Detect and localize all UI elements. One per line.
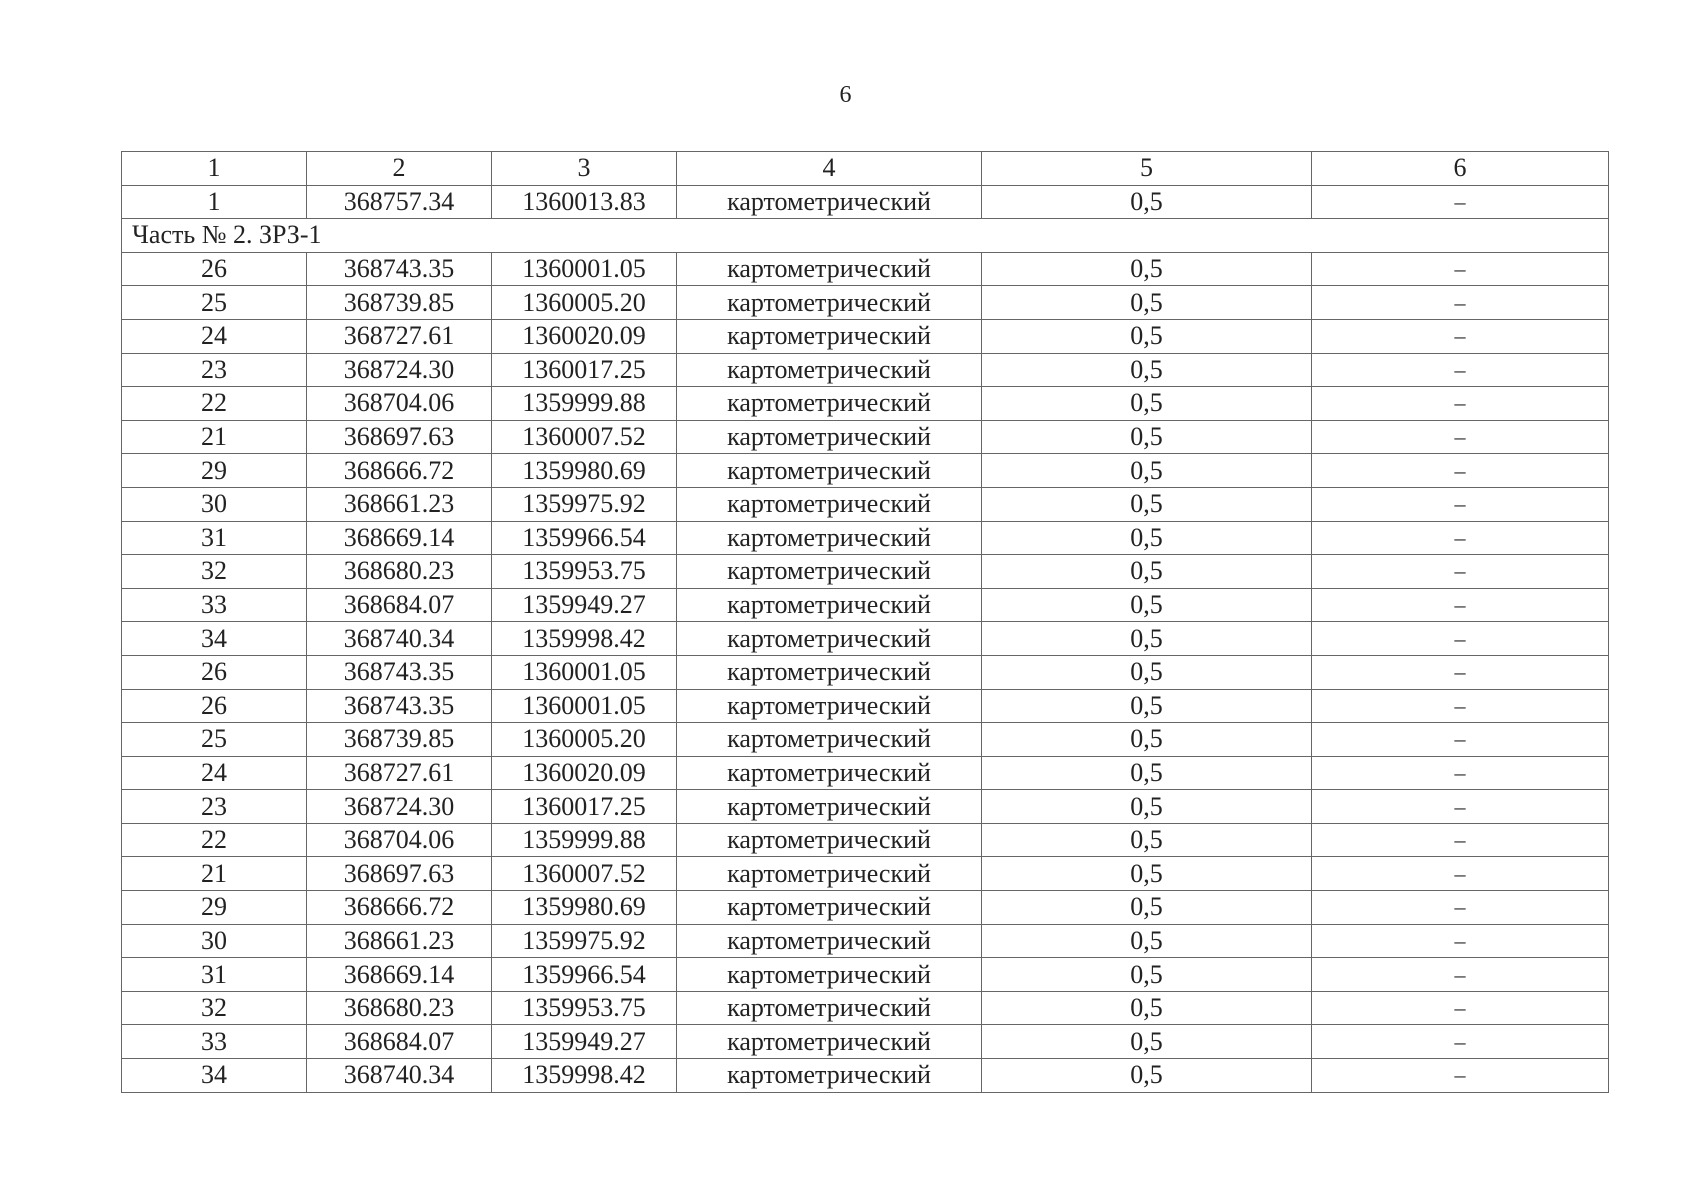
x-coordinate-cell: 368740.34 bbox=[307, 1059, 492, 1093]
y-coordinate-cell: 1360013.83 bbox=[492, 185, 677, 219]
y-coordinate-cell: 1359949.27 bbox=[492, 588, 677, 622]
method-cell: картометрический bbox=[677, 723, 982, 757]
column-number-5: 5 bbox=[982, 152, 1312, 186]
note-cell: – bbox=[1312, 521, 1609, 555]
point-number-cell: 34 bbox=[122, 1059, 307, 1093]
x-coordinate-cell: 368680.23 bbox=[307, 555, 492, 589]
point-number-cell: 21 bbox=[122, 420, 307, 454]
x-coordinate-cell: 368669.14 bbox=[307, 521, 492, 555]
method-cell: картометрический bbox=[677, 286, 982, 320]
point-number-cell: 26 bbox=[122, 655, 307, 689]
y-coordinate-cell: 1359953.75 bbox=[492, 991, 677, 1025]
accuracy-cell: 0,5 bbox=[982, 555, 1312, 589]
table-row bbox=[122, 1025, 1609, 1059]
method-cell: картометрический bbox=[677, 655, 982, 689]
note-cell: – bbox=[1312, 991, 1609, 1025]
note-cell: – bbox=[1312, 857, 1609, 891]
point-number-cell: 34 bbox=[122, 622, 307, 656]
table-row bbox=[122, 790, 1609, 824]
table-row bbox=[122, 185, 1609, 219]
table-row bbox=[122, 891, 1609, 925]
method-cell: картометрический bbox=[677, 689, 982, 723]
accuracy-cell: 0,5 bbox=[982, 924, 1312, 958]
y-coordinate-cell: 1359999.88 bbox=[492, 387, 677, 421]
method-cell: картометрический bbox=[677, 555, 982, 589]
method-cell: картометрический bbox=[677, 487, 982, 521]
y-coordinate-cell: 1360001.05 bbox=[492, 252, 677, 286]
note-cell: – bbox=[1312, 319, 1609, 353]
y-coordinate-cell: 1359975.92 bbox=[492, 487, 677, 521]
x-coordinate-cell: 368739.85 bbox=[307, 723, 492, 757]
y-coordinate-cell: 1360005.20 bbox=[492, 286, 677, 320]
table-row bbox=[122, 1059, 1609, 1093]
table-row bbox=[122, 252, 1609, 286]
accuracy-cell: 0,5 bbox=[982, 286, 1312, 320]
note-cell: – bbox=[1312, 487, 1609, 521]
point-number-cell: 31 bbox=[122, 958, 307, 992]
note-cell: – bbox=[1312, 387, 1609, 421]
point-number-cell: 23 bbox=[122, 790, 307, 824]
section-row bbox=[122, 219, 1609, 253]
x-coordinate-cell: 368724.30 bbox=[307, 790, 492, 824]
accuracy-cell: 0,5 bbox=[982, 823, 1312, 857]
point-number-cell: 24 bbox=[122, 756, 307, 790]
note-cell: – bbox=[1312, 655, 1609, 689]
y-coordinate-cell: 1359953.75 bbox=[492, 555, 677, 589]
x-coordinate-cell: 368661.23 bbox=[307, 924, 492, 958]
point-number-cell: 22 bbox=[122, 387, 307, 421]
x-coordinate-cell: 368680.23 bbox=[307, 991, 492, 1025]
note-cell: – bbox=[1312, 588, 1609, 622]
point-number-cell: 29 bbox=[122, 454, 307, 488]
y-coordinate-cell: 1360001.05 bbox=[492, 689, 677, 723]
table-body bbox=[122, 152, 1609, 1093]
x-coordinate-cell: 368704.06 bbox=[307, 823, 492, 857]
y-coordinate-cell: 1360020.09 bbox=[492, 756, 677, 790]
table-row bbox=[122, 319, 1609, 353]
y-coordinate-cell: 1359966.54 bbox=[492, 958, 677, 992]
table-row bbox=[122, 958, 1609, 992]
point-number-cell: 32 bbox=[122, 991, 307, 1025]
point-number-cell: 26 bbox=[122, 252, 307, 286]
note-cell: – bbox=[1312, 420, 1609, 454]
table-row bbox=[122, 857, 1609, 891]
method-cell: картометрический bbox=[677, 991, 982, 1025]
accuracy-cell: 0,5 bbox=[982, 353, 1312, 387]
y-coordinate-cell: 1359980.69 bbox=[492, 454, 677, 488]
accuracy-cell: 0,5 bbox=[982, 857, 1312, 891]
table-row bbox=[122, 286, 1609, 320]
note-cell: – bbox=[1312, 689, 1609, 723]
table-row bbox=[122, 756, 1609, 790]
note-cell: – bbox=[1312, 790, 1609, 824]
note-cell: – bbox=[1312, 756, 1609, 790]
table-row bbox=[122, 723, 1609, 757]
method-cell: картометрический bbox=[677, 823, 982, 857]
accuracy-cell: 0,5 bbox=[982, 723, 1312, 757]
accuracy-cell: 0,5 bbox=[982, 521, 1312, 555]
method-cell: картометрический bbox=[677, 790, 982, 824]
method-cell: картометрический bbox=[677, 857, 982, 891]
point-number-cell: 22 bbox=[122, 823, 307, 857]
y-coordinate-cell: 1359966.54 bbox=[492, 521, 677, 555]
y-coordinate-cell: 1359999.88 bbox=[492, 823, 677, 857]
accuracy-cell: 0,5 bbox=[982, 756, 1312, 790]
note-cell: – bbox=[1312, 353, 1609, 387]
table-row bbox=[122, 487, 1609, 521]
method-cell: картометрический bbox=[677, 958, 982, 992]
x-coordinate-cell: 368684.07 bbox=[307, 588, 492, 622]
y-coordinate-cell: 1359998.42 bbox=[492, 1059, 677, 1093]
column-number-3: 3 bbox=[492, 152, 677, 186]
note-cell: – bbox=[1312, 454, 1609, 488]
table-row bbox=[122, 454, 1609, 488]
point-number-cell: 25 bbox=[122, 286, 307, 320]
accuracy-cell: 0,5 bbox=[982, 588, 1312, 622]
method-cell: картометрический bbox=[677, 454, 982, 488]
x-coordinate-cell: 368743.35 bbox=[307, 689, 492, 723]
table-row bbox=[122, 521, 1609, 555]
accuracy-cell: 0,5 bbox=[982, 319, 1312, 353]
x-coordinate-cell: 368727.61 bbox=[307, 756, 492, 790]
y-coordinate-cell: 1360007.52 bbox=[492, 857, 677, 891]
note-cell: – bbox=[1312, 622, 1609, 656]
note-cell: – bbox=[1312, 723, 1609, 757]
method-cell: картометрический bbox=[677, 756, 982, 790]
coordinates-table bbox=[121, 151, 1609, 1093]
x-coordinate-cell: 368739.85 bbox=[307, 286, 492, 320]
method-cell: картометрический bbox=[677, 1025, 982, 1059]
method-cell: картометрический bbox=[677, 353, 982, 387]
method-cell: картометрический bbox=[677, 420, 982, 454]
accuracy-cell: 0,5 bbox=[982, 958, 1312, 992]
column-number-2: 2 bbox=[307, 152, 492, 186]
table-header-row bbox=[122, 152, 1609, 186]
note-cell: – bbox=[1312, 1059, 1609, 1093]
method-cell: картометрический bbox=[677, 252, 982, 286]
column-number-1: 1 bbox=[122, 152, 307, 186]
accuracy-cell: 0,5 bbox=[982, 487, 1312, 521]
table-row bbox=[122, 622, 1609, 656]
method-cell: картометрический bbox=[677, 588, 982, 622]
x-coordinate-cell: 368669.14 bbox=[307, 958, 492, 992]
page-number: 6 bbox=[839, 82, 852, 108]
x-coordinate-cell: 368697.63 bbox=[307, 420, 492, 454]
accuracy-cell: 0,5 bbox=[982, 420, 1312, 454]
note-cell: – bbox=[1312, 252, 1609, 286]
point-number-cell: 31 bbox=[122, 521, 307, 555]
note-cell: – bbox=[1312, 823, 1609, 857]
x-coordinate-cell: 368757.34 bbox=[307, 185, 492, 219]
accuracy-cell: 0,5 bbox=[982, 790, 1312, 824]
point-number-cell: 33 bbox=[122, 588, 307, 622]
table-row bbox=[122, 387, 1609, 421]
x-coordinate-cell: 368661.23 bbox=[307, 487, 492, 521]
table-row bbox=[122, 655, 1609, 689]
x-coordinate-cell: 368743.35 bbox=[307, 252, 492, 286]
table-row bbox=[122, 991, 1609, 1025]
method-cell: картометрический bbox=[677, 319, 982, 353]
note-cell: – bbox=[1312, 958, 1609, 992]
point-number-cell: 30 bbox=[122, 487, 307, 521]
accuracy-cell: 0,5 bbox=[982, 1025, 1312, 1059]
accuracy-cell: 0,5 bbox=[982, 387, 1312, 421]
table-row bbox=[122, 420, 1609, 454]
column-number-4: 4 bbox=[677, 152, 982, 186]
y-coordinate-cell: 1360001.05 bbox=[492, 655, 677, 689]
point-number-cell: 33 bbox=[122, 1025, 307, 1059]
accuracy-cell: 0,5 bbox=[982, 655, 1312, 689]
point-number-cell: 23 bbox=[122, 353, 307, 387]
x-coordinate-cell: 368684.07 bbox=[307, 1025, 492, 1059]
note-cell: – bbox=[1312, 185, 1609, 219]
point-number-cell: 24 bbox=[122, 319, 307, 353]
x-coordinate-cell: 368727.61 bbox=[307, 319, 492, 353]
table-row bbox=[122, 924, 1609, 958]
x-coordinate-cell: 368724.30 bbox=[307, 353, 492, 387]
y-coordinate-cell: 1360020.09 bbox=[492, 319, 677, 353]
point-number-cell: 26 bbox=[122, 689, 307, 723]
accuracy-cell: 0,5 bbox=[982, 454, 1312, 488]
y-coordinate-cell: 1359998.42 bbox=[492, 622, 677, 656]
table-row bbox=[122, 689, 1609, 723]
x-coordinate-cell: 368666.72 bbox=[307, 454, 492, 488]
point-number-cell: 30 bbox=[122, 924, 307, 958]
y-coordinate-cell: 1360005.20 bbox=[492, 723, 677, 757]
table-row bbox=[122, 353, 1609, 387]
method-cell: картометрический bbox=[677, 521, 982, 555]
method-cell: картометрический bbox=[677, 622, 982, 656]
point-number-cell: 1 bbox=[122, 185, 307, 219]
point-number-cell: 29 bbox=[122, 891, 307, 925]
x-coordinate-cell: 368697.63 bbox=[307, 857, 492, 891]
point-number-cell: 25 bbox=[122, 723, 307, 757]
accuracy-cell: 0,5 bbox=[982, 185, 1312, 219]
accuracy-cell: 0,5 bbox=[982, 689, 1312, 723]
method-cell: картометрический bbox=[677, 924, 982, 958]
section-title: Часть № 2. ЗРЗ-1 bbox=[122, 219, 1609, 253]
x-coordinate-cell: 368666.72 bbox=[307, 891, 492, 925]
note-cell: – bbox=[1312, 924, 1609, 958]
note-cell: – bbox=[1312, 555, 1609, 589]
accuracy-cell: 0,5 bbox=[982, 252, 1312, 286]
table-row bbox=[122, 588, 1609, 622]
y-coordinate-cell: 1360007.52 bbox=[492, 420, 677, 454]
y-coordinate-cell: 1359980.69 bbox=[492, 891, 677, 925]
note-cell: – bbox=[1312, 286, 1609, 320]
method-cell: картометрический bbox=[677, 1059, 982, 1093]
table-row bbox=[122, 555, 1609, 589]
point-number-cell: 32 bbox=[122, 555, 307, 589]
x-coordinate-cell: 368740.34 bbox=[307, 622, 492, 656]
point-number-cell: 21 bbox=[122, 857, 307, 891]
accuracy-cell: 0,5 bbox=[982, 622, 1312, 656]
y-coordinate-cell: 1360017.25 bbox=[492, 353, 677, 387]
accuracy-cell: 0,5 bbox=[982, 1059, 1312, 1093]
note-cell: – bbox=[1312, 891, 1609, 925]
y-coordinate-cell: 1360017.25 bbox=[492, 790, 677, 824]
column-number-6: 6 bbox=[1312, 152, 1609, 186]
accuracy-cell: 0,5 bbox=[982, 891, 1312, 925]
method-cell: картометрический bbox=[677, 891, 982, 925]
method-cell: картометрический bbox=[677, 387, 982, 421]
table-row bbox=[122, 823, 1609, 857]
accuracy-cell: 0,5 bbox=[982, 991, 1312, 1025]
method-cell: картометрический bbox=[677, 185, 982, 219]
y-coordinate-cell: 1359949.27 bbox=[492, 1025, 677, 1059]
note-cell: – bbox=[1312, 1025, 1609, 1059]
y-coordinate-cell: 1359975.92 bbox=[492, 924, 677, 958]
x-coordinate-cell: 368743.35 bbox=[307, 655, 492, 689]
x-coordinate-cell: 368704.06 bbox=[307, 387, 492, 421]
